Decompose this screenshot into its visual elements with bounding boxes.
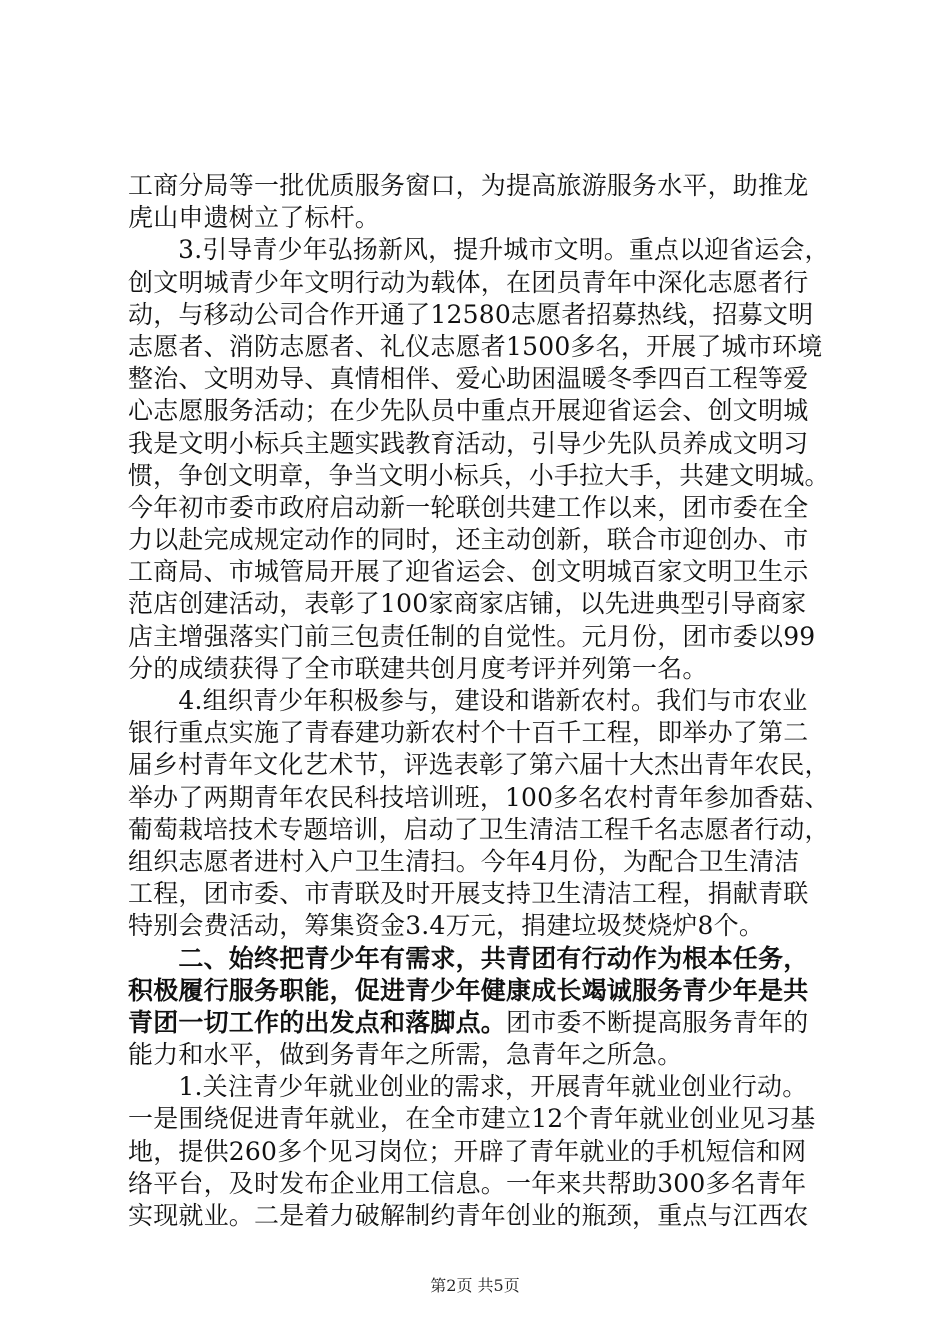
text-line-content: 能力和水平，做到务青年之所需，急青年之所急。 <box>128 1040 683 1070</box>
text-line <box>128 1200 830 1232</box>
text-line-content: 惯，争创文明章，争当文明小标兵，小手拉大手，共建文明城。 <box>128 460 830 490</box>
text-line-content: 实现就业。二是着力破解制约青年创业的瓶颈，重点与江西农 <box>128 1201 809 1230</box>
text-line-content: 络平台，及时发布企业用工信息。一年来共帮助300多名青年 <box>128 1168 807 1198</box>
text-line <box>128 492 830 524</box>
text-line <box>128 460 830 492</box>
text-line <box>128 267 830 299</box>
text-line-content: 二、始终把青少年有需求，共青团有行动作为根本任务， <box>128 943 809 973</box>
text-line-content: 工程，团市委、市青联及时开展支持卫生清洁工程，捐献青联 <box>128 879 809 909</box>
text-line <box>128 588 830 620</box>
text-line-content: 举办了两期青年农民科技培训班，100多名农村青年参加香菇、 <box>128 782 830 812</box>
text-line <box>128 814 830 846</box>
text-line-content: 届乡村青年文化艺术节，评选表彰了第六届十大杰出青年农民， <box>128 750 830 780</box>
document-body <box>128 170 830 1232</box>
text-line-content: 范店创建活动，表彰了100家商家店铺，以先进典型引导商家 <box>128 589 807 619</box>
text-line-content: 虎山申遗树立了标杆。 <box>128 203 381 233</box>
text-line <box>128 524 830 556</box>
text-line-content: 青团一切工作的出发点和落脚点。 <box>128 1007 507 1037</box>
text-line <box>128 1039 830 1071</box>
text-line-tail: 团市委不断提高服务青年的 <box>506 1007 809 1037</box>
text-line <box>128 943 830 975</box>
text-line <box>128 170 830 202</box>
text-line <box>128 428 830 460</box>
text-line-content: 银行重点实施了青春建功新农村个十百千工程，即举办了第二 <box>128 718 809 748</box>
text-line-content: 积极履行服务职能，促进青少年健康成长竭诚服务青少年是共 <box>128 975 809 1005</box>
text-line <box>128 299 830 331</box>
text-line-content: 我是文明小标兵主题实践教育活动，引导少先队员养成文明习 <box>128 428 809 458</box>
text-line <box>128 975 830 1007</box>
text-line-content: 整治、文明劝导、真情相伴、爱心助困温暖冬季四百工程等爱 <box>128 364 809 394</box>
text-line-content: 组织志愿者进村入户卫生清扫。今年4月份，为配合卫生清洁 <box>128 846 800 876</box>
page-footer: 第2页 共5页 <box>430 1276 520 1295</box>
text-line-content: 工商分局等一批优质服务窗口，为提高旅游服务水平，助推龙 <box>128 171 809 200</box>
text-line <box>128 846 830 878</box>
text-line-content: 创文明城青少年文明行动为载体，在团员青年中深化志愿者行 <box>128 267 809 297</box>
text-line <box>128 653 830 685</box>
text-line-content: 动，与移动公司合作开通了12580志愿者招募热线，招募文明 <box>128 299 814 329</box>
text-line-content: 心志愿服务活动；在少先队员中重点开展迎省运会、创文明城 <box>128 396 809 426</box>
text-line <box>128 202 830 234</box>
text-line <box>128 878 830 910</box>
text-line-content: 地，提供260多个见习岗位；开辟了青年就业的手机短信和网 <box>128 1136 807 1166</box>
text-line-content: 力以赴完成规定动作的同时，还主动创新，联合市迎创办、市 <box>128 525 809 555</box>
text-line <box>128 1103 830 1135</box>
text-line <box>128 1007 830 1039</box>
text-line <box>128 717 830 749</box>
text-line-content: 葡萄栽培技术专题培训，启动了卫生清洁工程千名志愿者行动， <box>128 814 830 844</box>
text-line <box>128 685 830 717</box>
text-line-content: 工商局、市城管局开展了迎省运会、创文明城百家文明卫生示 <box>128 557 809 587</box>
text-line <box>128 1168 830 1200</box>
text-line <box>128 1071 830 1103</box>
text-line <box>128 234 830 266</box>
text-line <box>128 363 830 395</box>
text-line-content: 1.关注青少年就业创业的需求，开展青年就业创业行动。 <box>128 1072 808 1102</box>
text-line-content: 店主增强落实门前三包责任制的自觉性。元月份，团市委以99 <box>128 621 816 651</box>
text-line-content: 今年初市委市政府启动新一轮联创共建工作以来，团市委在全 <box>128 492 809 522</box>
text-line <box>128 1136 830 1168</box>
text-line-content: 3.引导青少年弘扬新风，提升城市文明。重点以迎省运会， <box>128 235 830 265</box>
text-line-content: 志愿者、消防志愿者、礼仪志愿者1500多名，开展了城市环境 <box>128 331 823 361</box>
text-line <box>128 556 830 588</box>
text-line-content: 4.组织青少年积极参与，建设和谐新农村。我们与市农业 <box>128 686 808 715</box>
text-line <box>128 621 830 653</box>
text-line <box>128 395 830 427</box>
text-line <box>128 749 830 781</box>
text-line-content: 分的成绩获得了全市联建共创月度考评并列第一名。 <box>128 653 708 683</box>
text-line <box>128 782 828 814</box>
text-line-content: 特别会费活动，筹集资金3.4万元，捐建垃圾焚烧炉8个。 <box>128 911 765 941</box>
text-line-content: 一是围绕促进青年就业，在全市建立12个青年就业创业见习基 <box>128 1104 816 1134</box>
text-line <box>128 910 830 942</box>
text-line <box>128 331 830 363</box>
